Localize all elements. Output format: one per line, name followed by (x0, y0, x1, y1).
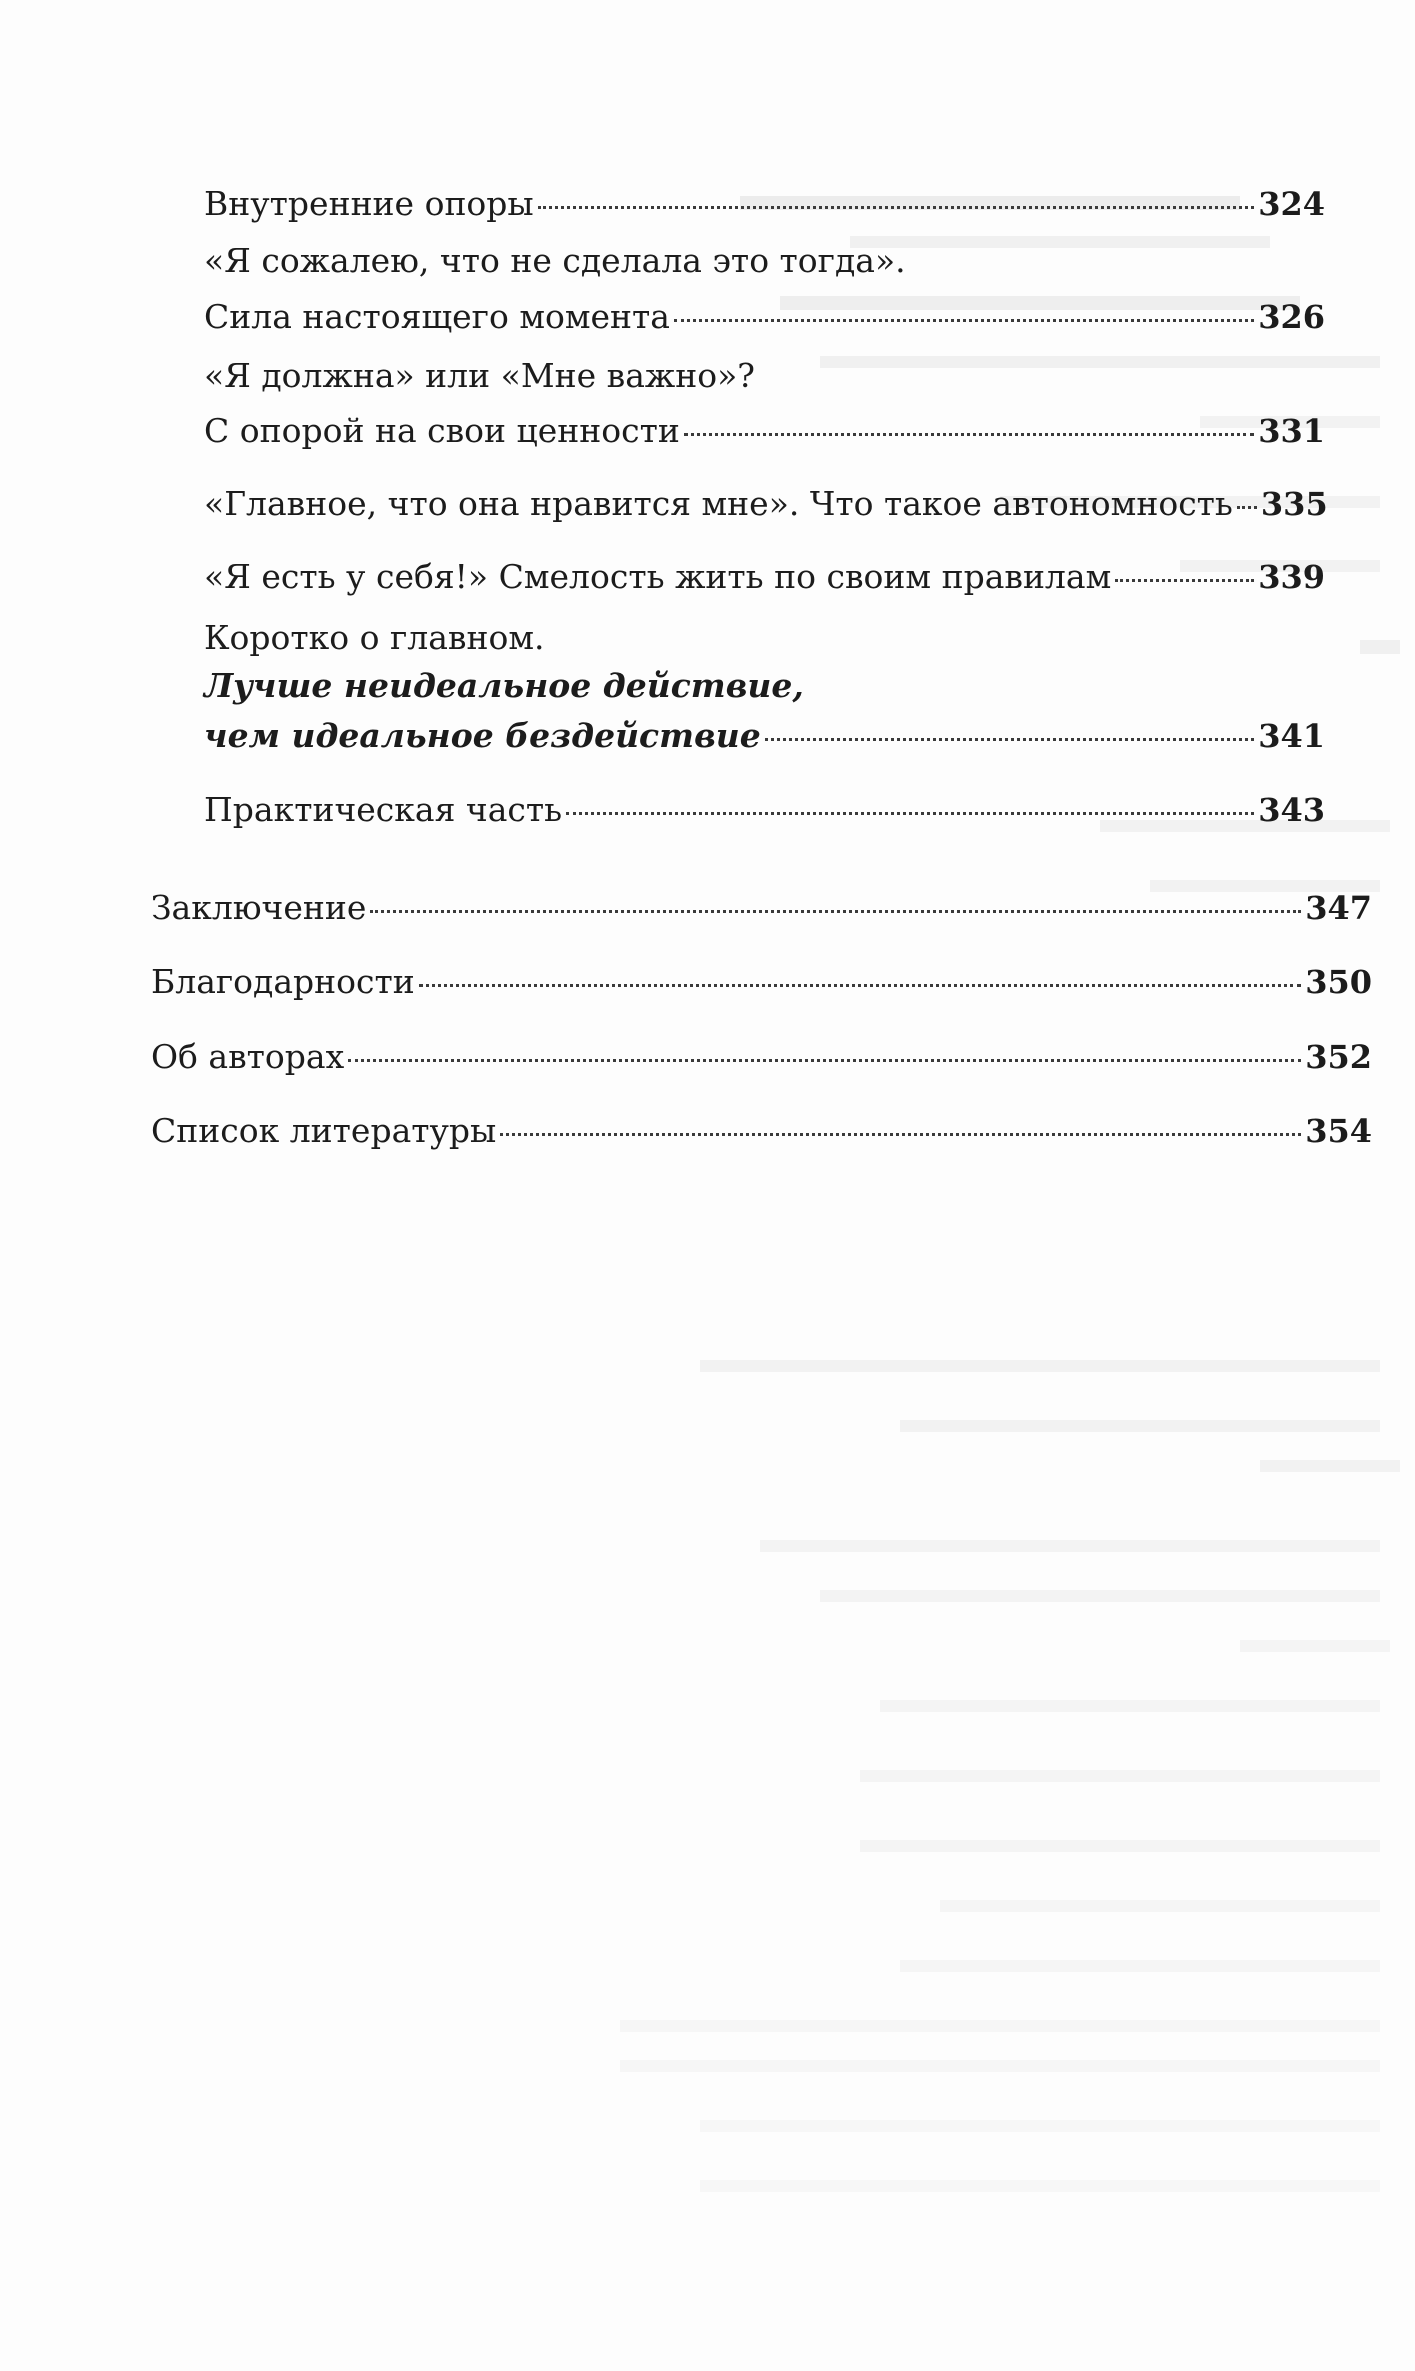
toc-page-number: 339 (1258, 558, 1325, 596)
toc-entry-title: «Я есть у себя!» Смелость жить по своим правилам (204, 557, 1112, 596)
toc-entry-title: Практическая часть (204, 790, 563, 829)
toc-page-number: 331 (1258, 412, 1325, 450)
dot-leader (538, 206, 1255, 209)
toc-entry-title: Об авторах (151, 1037, 345, 1076)
toc-entry-line: Коротко о главном. (204, 618, 545, 657)
toc-entry[interactable] (151, 888, 1372, 928)
toc-page-number: 352 (1305, 1038, 1372, 1076)
toc-entry[interactable] (151, 1037, 1372, 1077)
dot-leader (674, 319, 1254, 322)
toc-entry-line: Лучше неидеальное действие, (204, 666, 804, 705)
toc-entry-title: Внутренние опоры (204, 184, 534, 223)
toc-page-number: 354 (1305, 1112, 1372, 1150)
toc-entry-title: чем идеальное бездействие (204, 716, 761, 755)
toc-entry[interactable] (204, 484, 1328, 524)
toc-entry[interactable] (204, 297, 1325, 337)
dot-leader (348, 1059, 1301, 1062)
dot-leader (500, 1133, 1301, 1136)
dot-leader (370, 910, 1301, 913)
dot-leader (684, 433, 1254, 436)
toc-entry-title: Сила настоящего момента (204, 297, 670, 336)
dot-leader (1115, 579, 1254, 582)
toc-page-number: 347 (1305, 889, 1372, 927)
toc-page-number: 343 (1258, 791, 1325, 829)
toc-entry[interactable] (204, 184, 1325, 224)
toc-entry-title: «Главное, что она нравится мне». Что такое автономность (204, 484, 1233, 523)
toc-page-number: 326 (1258, 298, 1325, 336)
dot-leader (1237, 506, 1257, 509)
toc-page-number: 350 (1305, 963, 1372, 1001)
toc-entry-title: Список литературы (151, 1111, 497, 1150)
toc-entry-line: «Я должна» или «Мне важно»? (204, 356, 755, 395)
toc-entry[interactable] (151, 962, 1372, 1002)
toc-page-number: 324 (1258, 185, 1325, 223)
toc-entry-line: «Я сожалею, что не сделала это тогда». (204, 241, 906, 280)
toc-page-number: 341 (1258, 717, 1325, 755)
dot-leader (566, 812, 1254, 815)
toc-entry[interactable] (204, 557, 1325, 597)
toc-entry-title: Благодарности (151, 962, 415, 1001)
toc-entry[interactable] (204, 411, 1325, 451)
dot-leader (765, 738, 1254, 741)
toc-entry[interactable] (151, 1111, 1372, 1151)
toc-entry-title: С опорой на свои ценности (204, 411, 680, 450)
toc-entry[interactable] (204, 790, 1325, 830)
toc-entry[interactable] (204, 716, 1325, 756)
toc-entry-title: Заключение (151, 888, 367, 927)
toc-page-number: 335 (1260, 485, 1328, 523)
dot-leader (419, 984, 1301, 987)
